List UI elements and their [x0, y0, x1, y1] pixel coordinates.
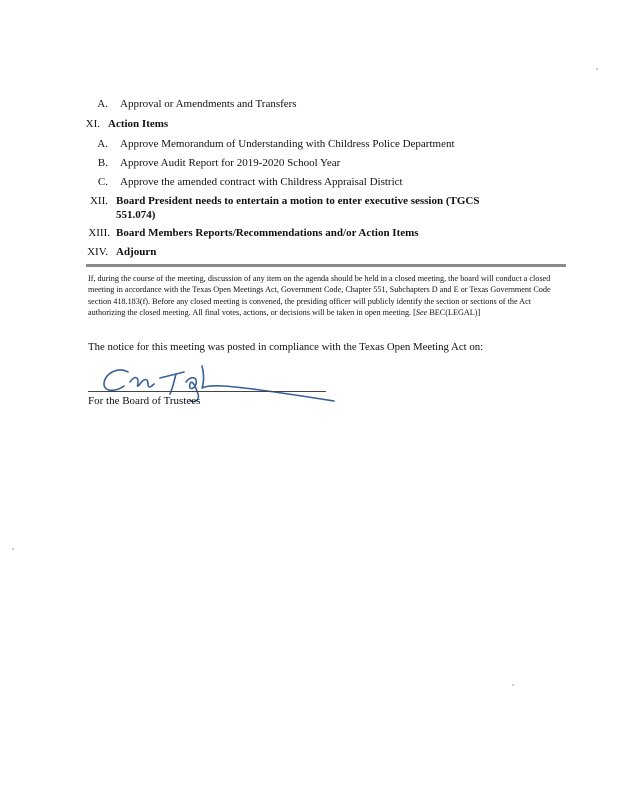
scan-speck [512, 684, 514, 686]
footnote-text-end: BEC(LEGAL)] [427, 308, 481, 318]
agenda-item-number: XII. [89, 195, 108, 207]
agenda-item-number: A. [97, 138, 108, 150]
scan-speck [12, 548, 14, 550]
signature-caption: For the Board of Trustees [88, 395, 201, 407]
scan-speck [596, 68, 598, 70]
footnote-see-italic: See [415, 308, 428, 318]
agenda-item-text: Approve Audit Report for 2019-2020 School Year [120, 157, 341, 169]
agenda-item-number: A. [97, 98, 108, 110]
footnote-text: If, during the course of the meeting, discussion of any item on the agenda should be held in a closed meeting, the board will conduct a closed meeting in accordance with the Texas Open Meetings Act, Government Code, Chapter 551, Subchapters D and E or Texas Government Code section 418.183(f). Before any closed meeting is convened, the presiding officer will publicly identify the section or sections of the Act authorizing the closed meeting. All final votes, actions, or decisions will be taken in open meeting. [ [88, 274, 551, 318]
agenda-item-text: Board Members Reports/Recommendations and/or Action Items [116, 227, 419, 239]
agenda-item-text: Action Items [108, 118, 169, 130]
posting-notice: The notice for this meeting was posted in compliance with the Texas Open Meeting Act on: [88, 341, 484, 353]
signature-line [88, 391, 326, 392]
agenda-item-text: Approval or Amendments and Transfers [120, 98, 297, 110]
agenda-item-number: XIII. [88, 227, 110, 239]
agenda-item-text: Approve Memorandum of Understanding with Childress Police Department [120, 138, 455, 150]
closed-meeting-footnote [88, 273, 560, 319]
agenda-item-number: XIV. [87, 246, 108, 258]
agenda-item-number: B. [97, 157, 108, 169]
agenda-item-number: XI. [85, 118, 100, 130]
agenda-item-text: Adjourn [116, 246, 157, 258]
agenda-item-text: Approve the amended contract with Childress Appraisal District [120, 176, 403, 188]
agenda-item-number: C. [97, 176, 108, 188]
separator-rule [86, 264, 566, 267]
agenda-item-text: Board President needs to entertain a motion to enter executive session (TGCS [116, 195, 480, 207]
agenda-item-text-continued: 551.074) [116, 209, 156, 221]
